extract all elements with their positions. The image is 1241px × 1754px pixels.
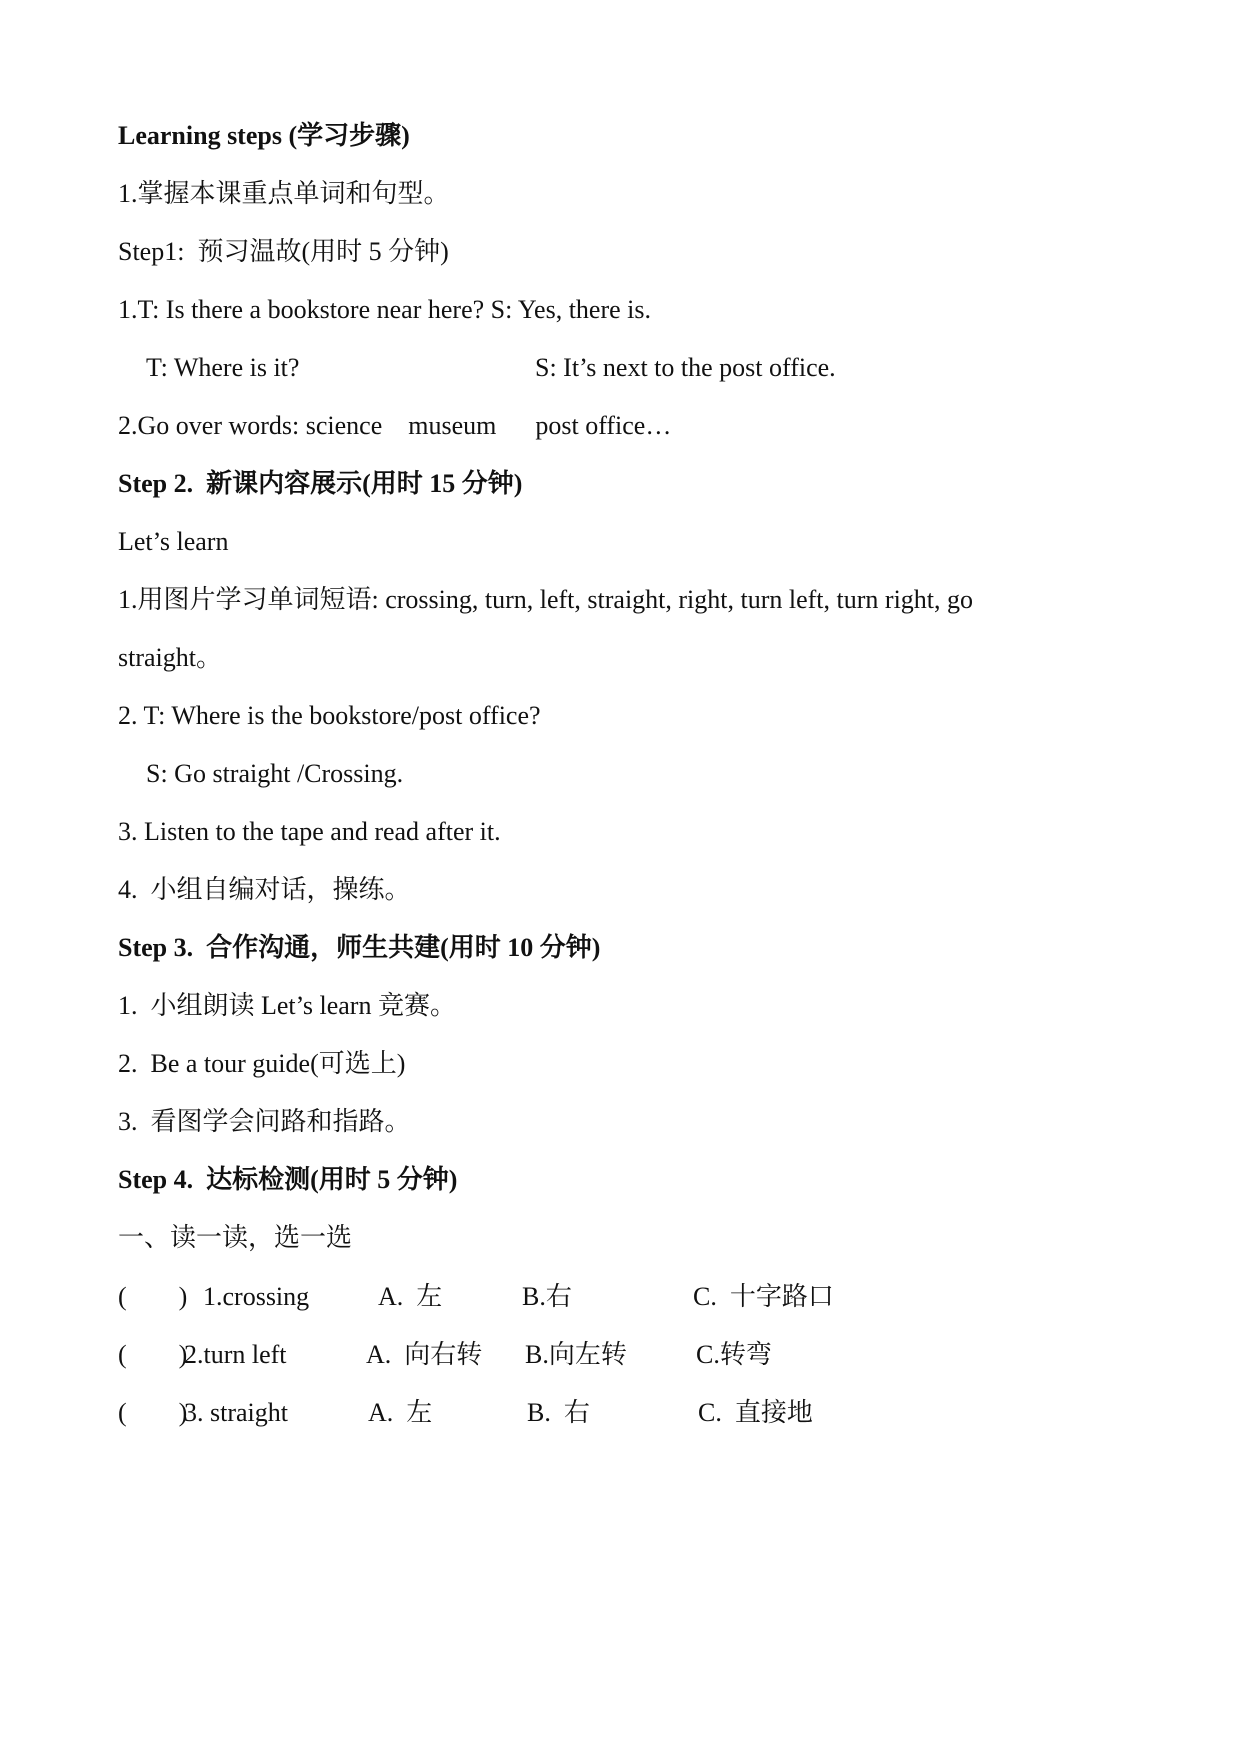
doc-heading: Learning steps (学习步骤) <box>118 121 410 150</box>
question-text: 1.crossing <box>203 1282 310 1311</box>
step3-line-1: 1. 小组朗读 Let’s learn 竞赛。 <box>118 991 456 1020</box>
step3-line-2: 2. Be a tour guide(可选上) <box>118 1049 406 1078</box>
option-a: A. 向右转 <box>366 1340 483 1369</box>
option-c: C. 直接地 <box>698 1398 813 1427</box>
step1-line-3: 2.Go over words: science museum post office… <box>118 411 672 440</box>
answer-blank: ( ) <box>118 1340 188 1369</box>
step1-line-2-answer: S: It’s next to the post office. <box>535 353 836 382</box>
step2-line-1-cont: straight。 <box>118 643 222 672</box>
step2-line-4: 4. 小组自编对话，操练。 <box>118 875 411 904</box>
exercise-section-title: 一、读一读，选一选 <box>118 1223 353 1252</box>
answer-blank: ( ) <box>118 1398 188 1427</box>
option-b: B. 右 <box>527 1398 590 1427</box>
step1-line-1: 1.T: Is there a bookstore near here? S: Yes, there is. <box>118 295 651 324</box>
step3-title: Step 3. 合作沟通，师生共建(用时 10 分钟) <box>118 933 601 962</box>
step2-line-2-answer: S: Go straight /Crossing. <box>146 759 404 788</box>
step2-line-3: 3. Listen to the tape and read after it. <box>118 817 501 846</box>
option-c: C.转弯 <box>696 1340 772 1369</box>
step2-line-2: 2. T: Where is the bookstore/post office? <box>118 701 541 730</box>
step1-title: Step1: 预习温故(用时 5 分钟) <box>118 237 449 266</box>
step2-title: Step 2. 新课内容展示(用时 15 分钟) <box>118 469 523 498</box>
option-a: A. 左 <box>378 1282 443 1311</box>
step2-line-1: 1.用图片学习单词短语: crossing, turn, left, straight, right, turn left, turn right, go <box>118 585 974 614</box>
option-b: B.右 <box>522 1282 572 1311</box>
step2-subtitle: Let’s learn <box>118 527 229 556</box>
question-text: 2.turn left <box>184 1340 287 1369</box>
step4-title: Step 4. 达标检测(用时 5 分钟) <box>118 1165 458 1194</box>
question-text: 3. straight <box>184 1398 288 1427</box>
step1-line-2-question: T: Where is it? <box>146 353 300 382</box>
option-b: B.向左转 <box>525 1340 627 1369</box>
step3-line-3: 3. 看图学会问路和指路。 <box>118 1107 411 1136</box>
option-a: A. 左 <box>368 1398 433 1427</box>
learning-goal: 1.掌握本课重点单词和句型。 <box>118 179 450 208</box>
answer-blank: ( ) <box>118 1282 188 1311</box>
option-c: C. 十字路口 <box>693 1282 834 1311</box>
